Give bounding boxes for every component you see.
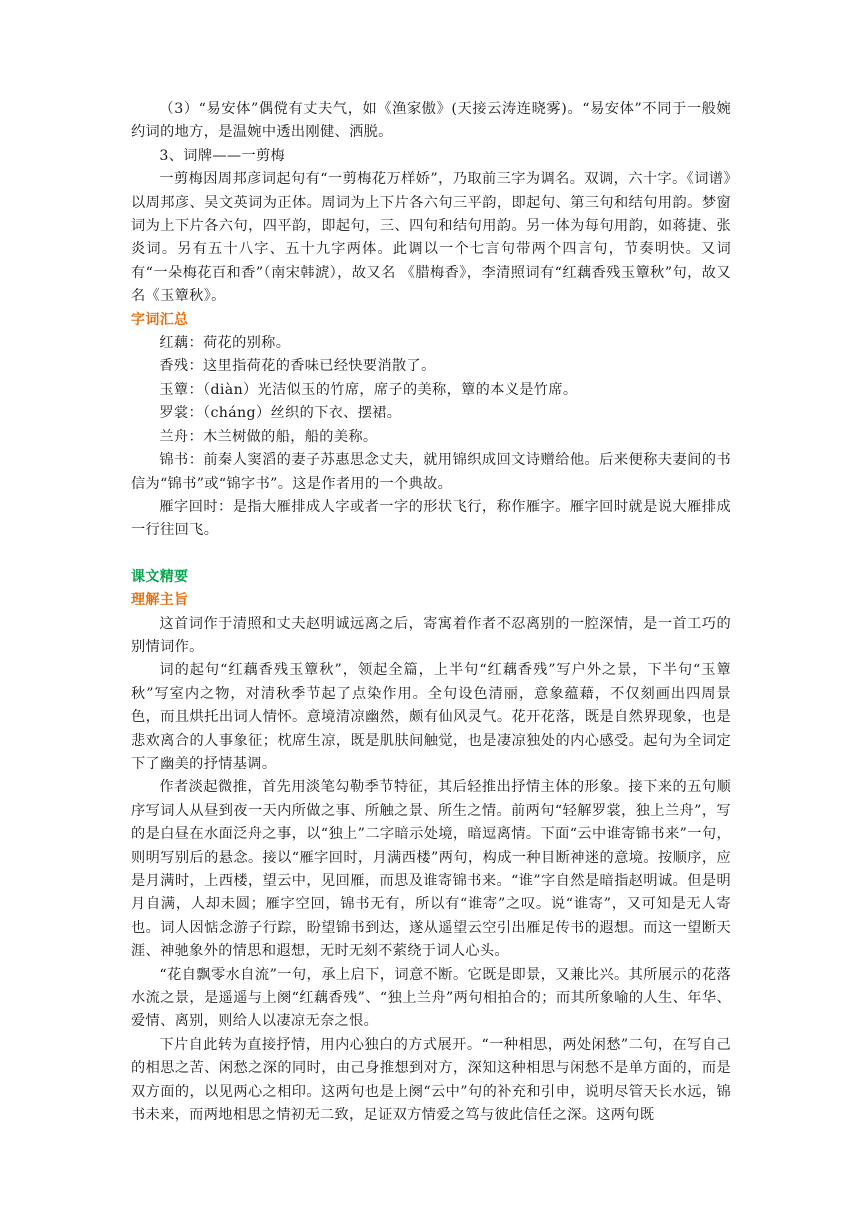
- document-page: [131, 98, 731, 1127]
- essence-heading: 课文精要: [131, 568, 189, 585]
- theme-subheading: 理解主旨: [131, 592, 189, 609]
- vocab-item: 玉簟：（diàn）光洁似玉的竹席，席子的美称，簟的本义是竹席。: [159, 381, 578, 398]
- vocab-item: 罗裳：（cháng）丝织的下衣、摆裙。: [159, 405, 402, 422]
- paragraph-cipai-heading: 3、词牌——一剪梅: [159, 147, 286, 164]
- essence-paragraph: “花自飘零水自流”一句，承上启下，词意不断。它既是即景，又兼比兴。其所展示的花落水流之景，是遥遥与上阕“红藕香残”、“独上兰舟”两句相拍合的；而其所象喻的人生、年华、爱情、离别，则给人以凄凉无奈之恨。: [131, 966, 731, 1030]
- essence-paragraph: 这首词作于清照和丈夫赵明诚远离之后，寄寓着作者不忍离别的一腔深情，是一首工巧的别情词作。: [131, 615, 731, 655]
- paragraph-yijianmei: 一剪梅因周邦彦词起句有“一剪梅花万样娇”，乃取前三字为调名。双调，六十字。《词谱》以周邦彦、吴文英词为正体。周词为上下片各六句三平韵，即起句、第三句和结句用韵。梦窗词为上下片各六句，四平韵，即起句，三、四句和结句用韵。另一体为每句用韵，如蒋捷、张炎词。另有五十八字、五十九字两体。此调以一个七言句带两个四言句，节奏明快。又词有“一朵梅花百和香”（南宋韩淲），故又名 《腊梅香》，李清照词有“红藕香残玉簟秋”句，故又名《玉簟秋》。: [131, 171, 731, 305]
- vocab-item: 锦书：前秦人窦滔的妻子苏惠思念丈夫，就用锦织成回文诗赠给他。后来便称夫妻间的书信为“锦书”或“锦字书”。这是作者用的一个典故。: [131, 452, 731, 492]
- vocab-item: 红藕：荷花的别称。: [159, 335, 291, 352]
- essence-paragraph: 作者淡起微推，首先用淡笔勾勒季节特征，其后轻推出抒情主体的形象。接下来的五句顺序写词人从昼到夜一天内所做之事、所触之景、所生之情。前两句“轻解罗裳，独上兰舟”，写的是白昼在水面泛舟之事，以“独上”二字暗示处境，暗逗离情。下面“云中谁寄锦书来”一句，则明写别后的悬念。接以“雁字回时，月满西楼”两句，构成一种目断神迷的意境。按顺序，应是月满时，上西楼，望云中，见回雁，而思及谁寄锦书来。“谁”字自然是暗指赵明诚。但是明月自满，人却未圆；雁字空回，锦书无有，所以有“谁寄”之叹。说“谁寄”，又可知是无人寄也。词人因惦念游子行踪，盼望锦书到达，遂从遥望云空引出雁足传书的遐想。而这一望断天涯、神驰象外的情思和遐想，无时无刻不萦绕于词人心头。: [131, 779, 731, 960]
- section-gap: [131, 543, 731, 566]
- essence-paragraph: 词的起句“红藕香残玉簟秋”，领起全篇，上半句“红藕香残”写户外之景，下半句“玉簟秋”写室内之物，对清秋季节起了点染作用。全句设色清丽，意象蕴藉，不仅刻画出四周景色，而且烘托出词人情怀。意境清凉幽然，颇有仙风灵气。花开花落，既是自然界现象，也是悲欢离合的人事象征；枕席生凉，既是肌肤间触觉，也是凄凉独处的内心感受。起句为全词定下了幽美的抒情基调。: [131, 662, 731, 772]
- vocab-item: 香残：这里指荷花的香味已经快要消散了。: [159, 358, 436, 375]
- essence-paragraph: 下片自此转为直接抒情，用内心独白的方式展开。“一种相思，两处闲愁”二句，在写自己的相思之苦、闲愁之深的同时，由己身推想到对方，深知这种相思与闲愁不是单方面的，而是双方面的，以见两心之相印。这两句也是上阕“云中”句的补充和引申，说明尽管天长水远，锦书未来，而两地相思之情初无二致，足证双方情爱之笃与彼此信任之深。这两句既: [131, 1036, 731, 1124]
- vocab-item: 雁字回时：是指大雁排成人字或者一字的形状飞行，称作雁字。雁字回时就是说大雁排成一行往回飞。: [131, 498, 731, 539]
- vocab-item: 兰舟：木兰树做的船，船的美称。: [159, 428, 378, 445]
- vocab-heading: 字词汇总: [131, 311, 189, 328]
- paragraph-yian-style: （3）“易安体”偶傥有丈夫气，如《渔家傲》(天接云涛连晓雾)。“易安体”不同于一般婉约词的地方，是温婉中透出刚健、洒脱。: [131, 101, 731, 141]
